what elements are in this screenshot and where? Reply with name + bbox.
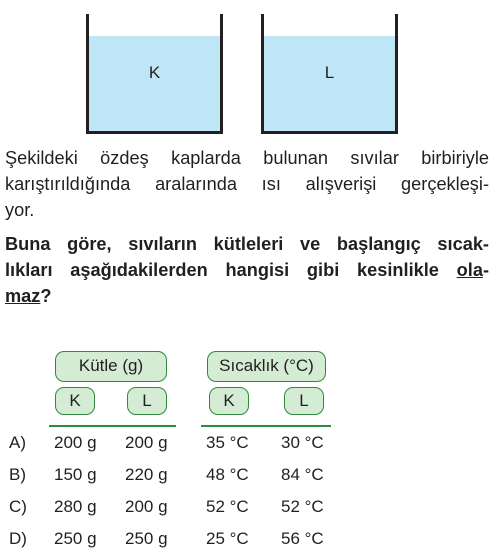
mass-k-value: 200 g	[54, 433, 97, 452]
emphasis-underline: ola	[456, 260, 483, 280]
option-row-c[interactable]	[0, 497, 498, 527]
description-line: karıştırıldığında aralarında ısı alışverişi gerçekleşi-	[5, 174, 489, 194]
option-letter: C)	[9, 497, 27, 516]
container-l	[261, 14, 398, 134]
mass-l-value: 250 g	[125, 529, 168, 548]
problem-description	[5, 145, 489, 223]
temp-l-value: 84 °C	[281, 465, 324, 484]
option-row-a[interactable]	[0, 433, 498, 463]
liquid-l	[261, 36, 398, 134]
container-label-l: L	[324, 63, 335, 82]
mass-l-value: 200 g	[125, 433, 168, 452]
temperature-header-rule	[201, 425, 331, 427]
container-k	[86, 14, 223, 134]
mass-l-value: 220 g	[125, 465, 168, 484]
liquid-k	[86, 36, 223, 134]
temp-l-header: L	[284, 387, 324, 415]
option-row-d[interactable]	[0, 529, 498, 559]
temp-k-header: K	[209, 387, 249, 415]
option-row-b[interactable]	[0, 465, 498, 495]
option-letter: D)	[9, 529, 27, 548]
question-line: lıkları aşağıdakilerden hangisi gibi kesinlikle ola-	[5, 260, 489, 280]
temp-l-value: 30 °C	[281, 433, 324, 452]
temp-k-value: 35 °C	[206, 433, 249, 452]
emphasis-underline: maz	[5, 286, 41, 306]
question-line: maz?	[5, 286, 52, 306]
mass-k-value: 280 g	[54, 497, 97, 516]
mass-k-value: 250 g	[54, 529, 97, 548]
mass-k-value: 150 g	[54, 465, 97, 484]
mass-l-header: L	[127, 387, 167, 415]
question-line: Buna göre, sıvıların kütleleri ve başlangıç sıcak-	[5, 234, 489, 254]
question-text	[5, 231, 489, 309]
temp-k-value: 52 °C	[206, 497, 249, 516]
option-letter: A)	[9, 433, 26, 452]
mass-header: Kütle (g)	[55, 351, 167, 382]
mass-k-header: K	[55, 387, 95, 415]
temp-k-value: 25 °C	[206, 529, 249, 548]
container-label-k: K	[148, 63, 161, 82]
description-line: Şekildeki özdeş kaplarda bulunan sıvılar birbiriyle	[5, 148, 489, 168]
mass-header-rule	[49, 425, 176, 427]
mass-l-value: 200 g	[125, 497, 168, 516]
temp-l-value: 52 °C	[281, 497, 324, 516]
temp-k-value: 48 °C	[206, 465, 249, 484]
description-line: yor.	[5, 200, 35, 220]
temp-l-value: 56 °C	[281, 529, 324, 548]
temperature-header: Sıcaklık (°C)	[207, 351, 326, 382]
option-letter: B)	[9, 465, 26, 484]
